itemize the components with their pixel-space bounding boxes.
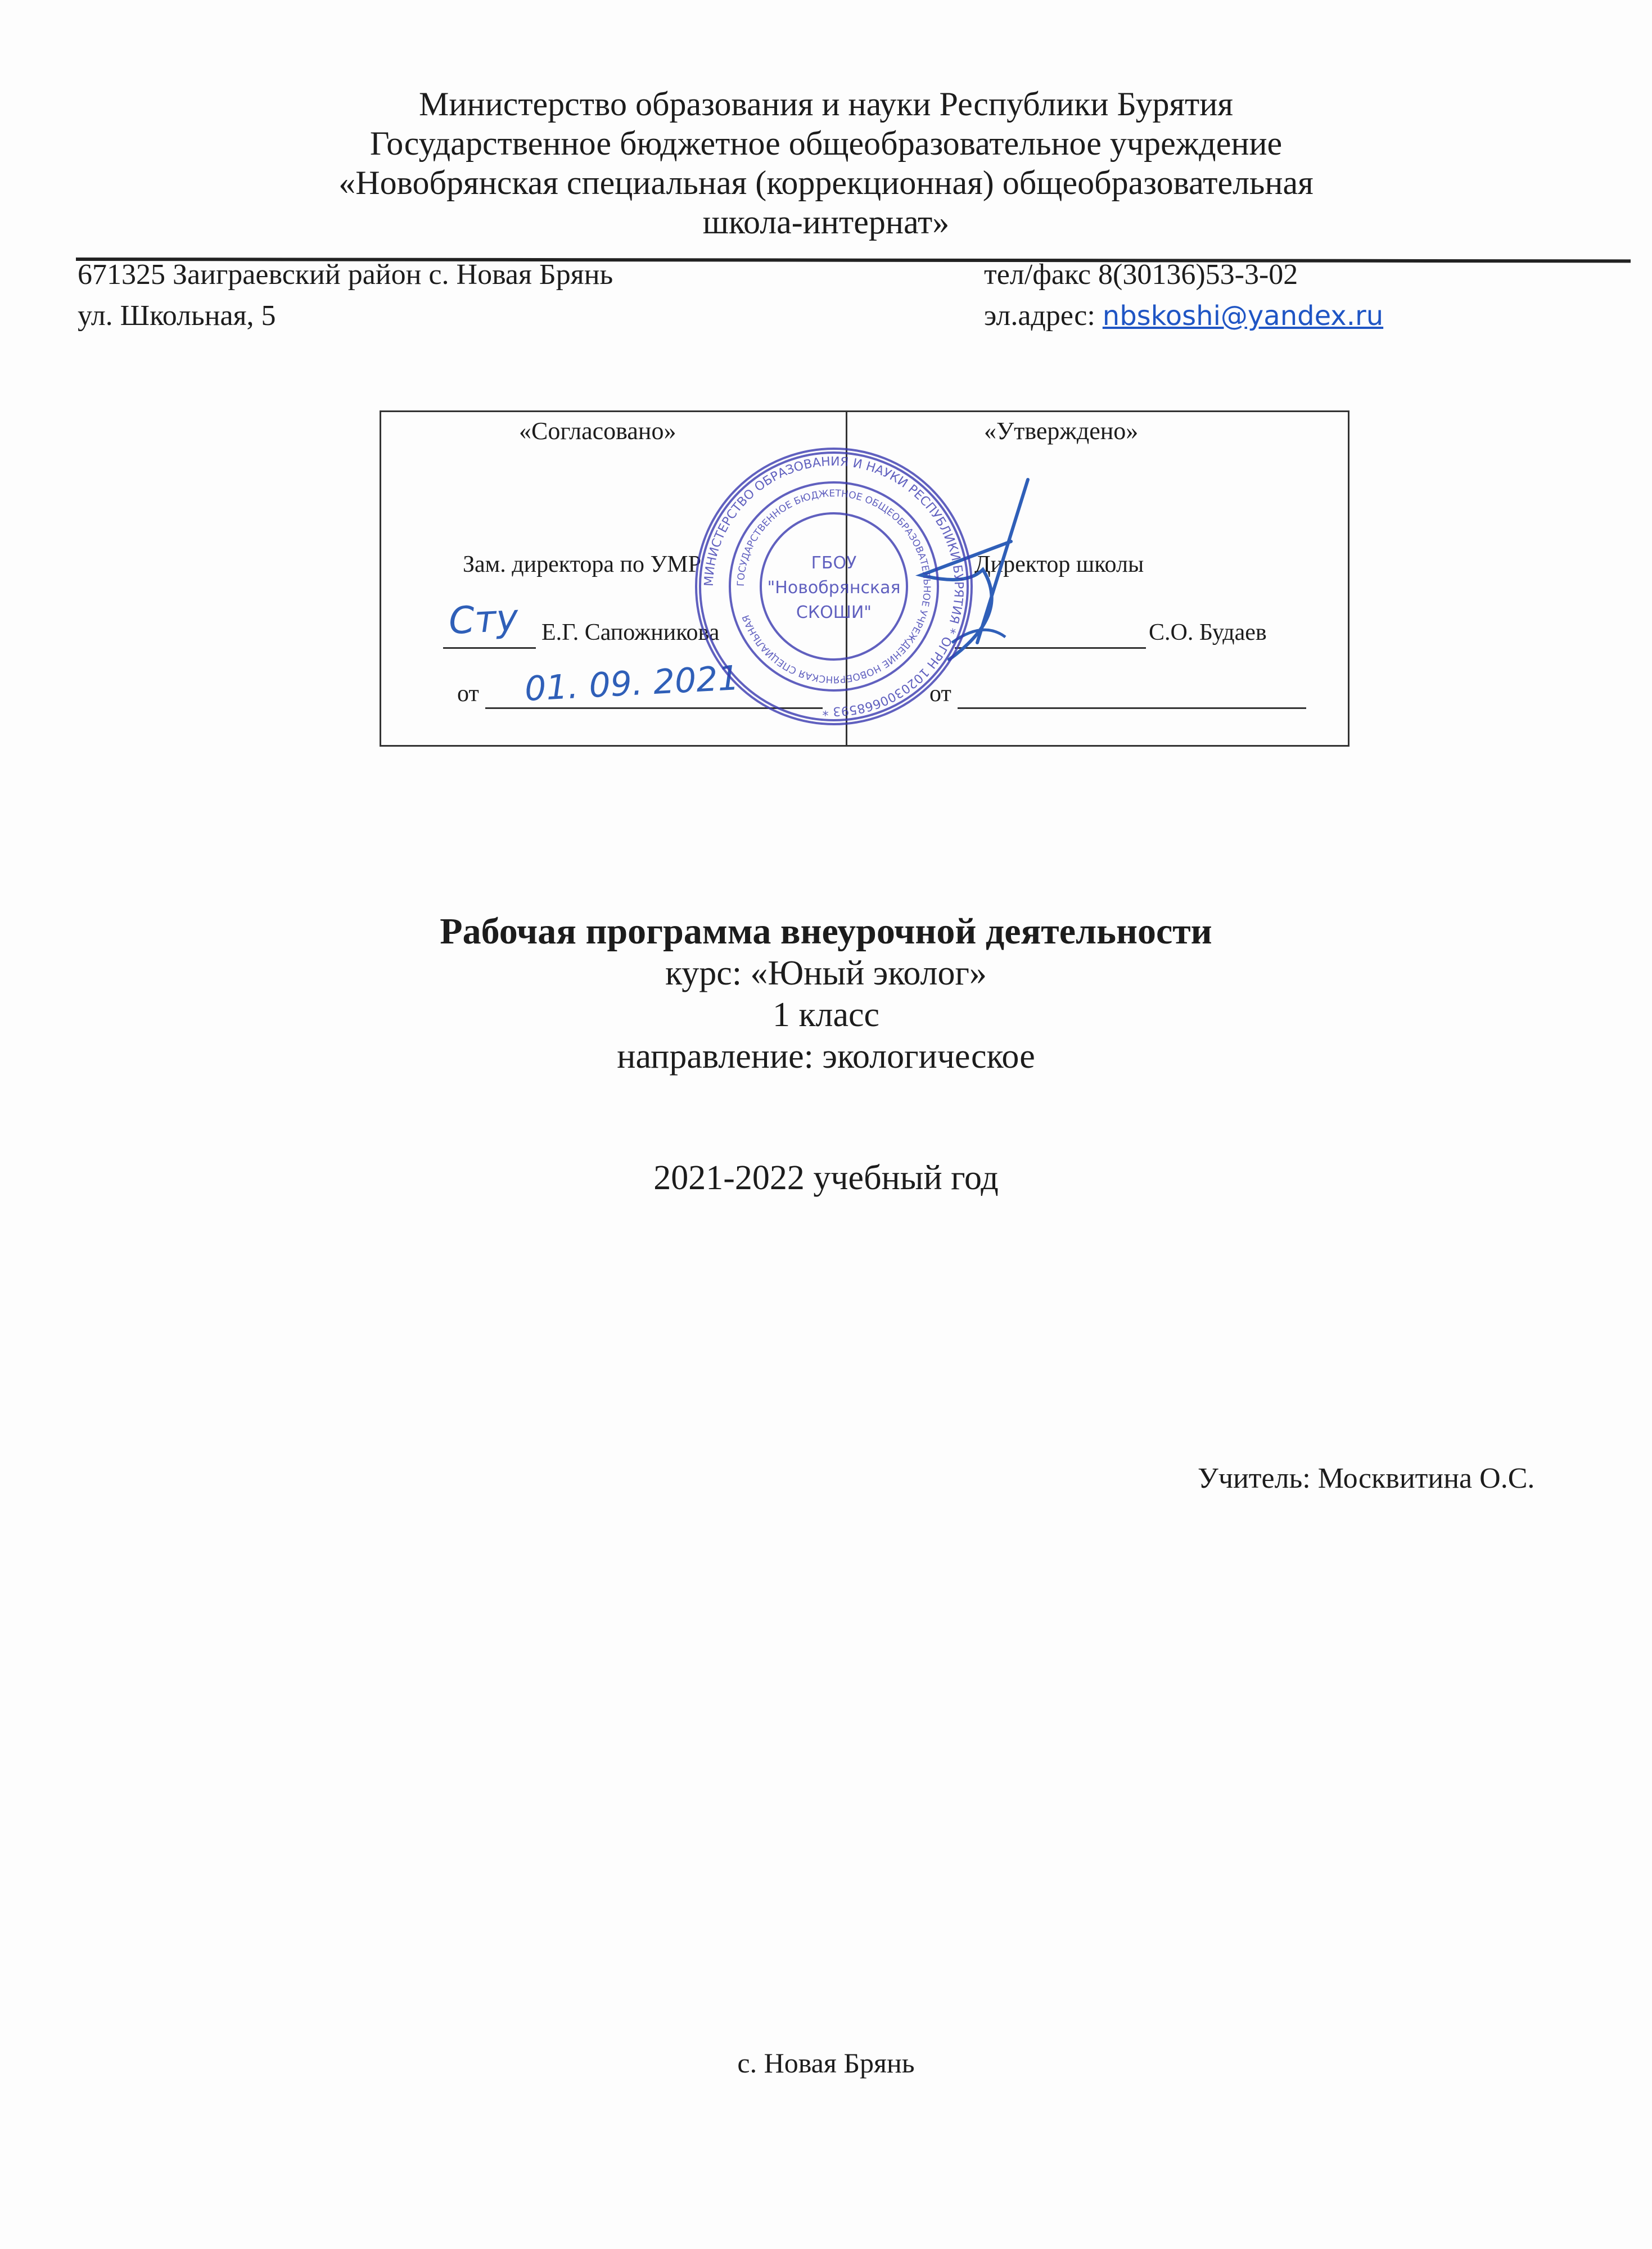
deputy-signature: Сту — [448, 595, 520, 643]
agreed-heading: «Согласовано» — [519, 417, 676, 445]
address-line-2: ул. Школьная, 5 — [78, 300, 276, 332]
teacher-name: Учитель: Москвитина О.С. — [1198, 1462, 1535, 1494]
academic-year: 2021-2022 учебный год — [653, 1159, 999, 1197]
svg-text:МИНИСТЕРСТВО ОБРАЗОВАНИЯ И НАУ: МИНИСТЕРСТВО ОБРАЗОВАНИЯ И НАУКИ РЕСПУБЛИКИ БУРЯТИЯ * ОГРН 1020300668593 * — [702, 454, 966, 719]
contact-block — [984, 254, 1383, 337]
ministry-line: Министерство образования и науки Республики Бурятия — [419, 85, 1233, 123]
approval-table — [380, 410, 1349, 747]
direction: направление: экологическое — [617, 1037, 1035, 1076]
email-link[interactable]: nbskoshi@yandex.ru — [1102, 300, 1384, 332]
institution-type-line: Государственное бюджетное общеобразовательное учреждение — [369, 125, 1283, 162]
deputy-signature-line — [443, 647, 536, 649]
approved-date-line — [958, 707, 1306, 709]
approved-heading: «Утверждено» — [984, 417, 1139, 445]
svg-text:ГБОУ: ГБОУ — [811, 553, 857, 573]
director-name: С.О. Будаев — [1149, 620, 1267, 645]
official-seal — [688, 440, 980, 733]
phone-fax: тел/факс 8(30136)53-3-02 — [984, 259, 1298, 291]
svg-text:"Новобрянская: "Новобрянская — [767, 578, 901, 598]
deputy-director-role: Зам. директора по УМР — [463, 552, 701, 577]
deputy-name: Е.Г. Сапожникова — [541, 620, 720, 645]
organization-header — [0, 84, 1652, 242]
agreed-date-handwritten: 01. 09. 2021 — [523, 658, 741, 709]
address-line-1: 671325 Заиграевский район с. Новая Брянь — [78, 259, 613, 291]
course-name: курс: «Юный эколог» — [665, 954, 987, 992]
svg-text:ГОСУДАРСТВЕННОЕ БЮДЖЕТНОЕ ОБЩЕ: ГОСУДАРСТВЕННОЕ БЮДЖЕТНОЕ ОБЩЕОБРАЗОВАТЕЛЬНОЕ УЧРЕЖДЕНИЕ НОВОБРЯНСКАЯ СПЕЦИАЛЬНАЯ — [735, 487, 933, 685]
director-role: Директор школы — [974, 552, 1144, 577]
approved-date-prefix: от — [929, 681, 951, 707]
email-line — [984, 295, 1383, 337]
address-block — [78, 254, 613, 336]
agreed-date-prefix: от — [457, 681, 479, 707]
location: с. Новая Брянь — [737, 2047, 915, 2079]
grade: 1 класс — [772, 996, 880, 1034]
email-label: эл.адрес: — [984, 300, 1103, 332]
institution-name-line: «Новобрянская специальная (коррекционная) общеобразовательная — [338, 164, 1314, 201]
program-title-block — [0, 911, 1652, 1077]
institution-name-line-2: школа-интернат» — [702, 204, 950, 241]
svg-text:СКОШИ": СКОШИ" — [796, 603, 872, 622]
program-title: Рабочая программа внеурочной деятельности — [440, 911, 1212, 952]
